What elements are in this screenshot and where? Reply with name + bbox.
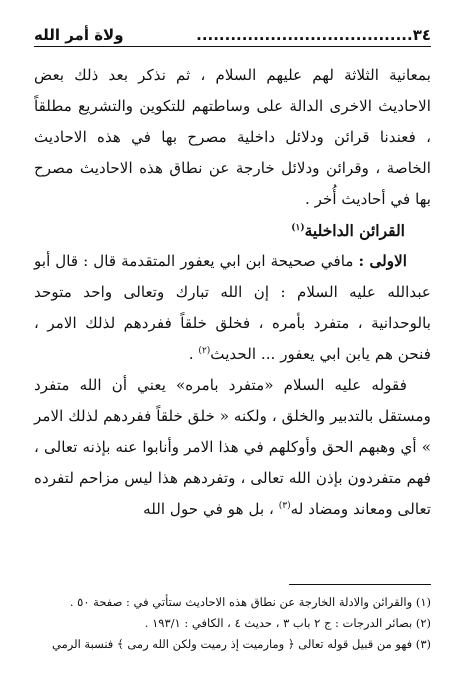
page-number <box>196 26 431 44</box>
section-heading-text: القرائن الداخلية <box>304 221 405 240</box>
page-number-text: ٣٤ <box>412 26 431 44</box>
footnote-ref-3[interactable]: (٣) <box>278 500 291 511</box>
footnote-1: (١) والقرائن والادلة الخارجة عن نطاق هذه الاحاديث ستأتي في : صفحة ٥٠ . <box>69 595 431 609</box>
footnote-rule <box>289 584 431 585</box>
intro-paragraph: بمعانية الثلاثة لهم عليهم السلام ، ثم نذكر بعد ذلك بعض الاحاديث الاخرى الدالة على وساطتهم للتكوين والتشريع مطلقاً ، فعندنا قرائن ودلائل داخلية مصرح بها في هذه الاحاديث الخاصة ، وقرائن ودلائل خارجة عن نطاق هذه الاحاديث مصرح بها في أحاديث أُخر . <box>34 66 431 208</box>
footnote-ref-2[interactable]: (٢) <box>198 345 211 356</box>
first-evidence-lead: الاولى : <box>358 252 407 270</box>
section-heading <box>34 215 431 246</box>
first-evidence-end: . <box>188 345 199 363</box>
first-evidence-text: مافي صحيحة ابن ابي يعفور المتقدمة قال : قال أبو عبدالله عليه السلام : إن الله تبارك وتعالى واحد متوحد بالوحدانية ، متفرد بأمره ، فخلق خلقاً ففردهم لذلك الامر ، فنحن هم يابن ابي يعفور ... الحديث <box>34 252 431 363</box>
footnotes <box>34 592 431 655</box>
footnote-ref-1[interactable]: (١) <box>291 222 305 233</box>
first-evidence-paragraph <box>34 246 431 370</box>
header-dots: ...................................... <box>196 26 413 44</box>
main-text <box>34 60 431 525</box>
running-title: ولاة أمر الله <box>34 26 124 44</box>
commentary-paragraph <box>34 370 431 525</box>
footnote-2: (٢) بصائر الدرجات : ج ٢ باب ٣ ، حديث ٤ ، الكافي : ١٩٣/١ . <box>144 616 431 630</box>
commentary-text: فقوله عليه السلام «متفرد بامره» يعني أن الله متفرد ومستقل بالتدبير والخلق ، ولكنه « خلق خلقاً ففردهم لذلك الامر » أي وهبهم الحق وأوكلهم في هذا الامر وأنابوا عنه بإذنه تعالى ، فهم متفردون بإذن الله تعالى ، وتفردهم هذا ليس مزاحم لتفرده تعالى ومعاند ومضاد له <box>34 376 431 518</box>
header-rule <box>34 46 431 47</box>
footnote-3: (٣) فهو من قبيل قوله تعالى ﴿ ومارميت إذ رميت ولكن الله رمى ﴾ فنسبة الرمي <box>51 637 431 651</box>
commentary-end: ، بل هو في حول الله <box>143 500 279 518</box>
running-header <box>34 22 431 44</box>
